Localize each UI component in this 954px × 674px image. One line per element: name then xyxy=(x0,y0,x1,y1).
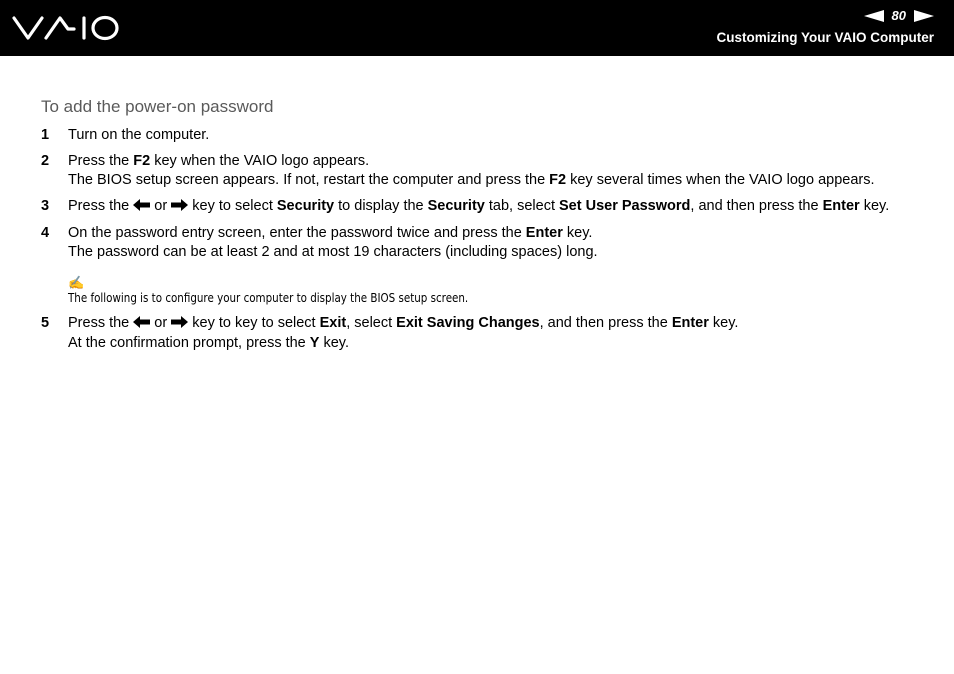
step-number: 2 xyxy=(41,153,50,169)
key-term: Enter xyxy=(822,198,860,214)
key-term: Security xyxy=(276,198,335,214)
key-term: Enter xyxy=(671,315,709,331)
step-item xyxy=(41,224,921,262)
step-body xyxy=(68,126,921,145)
step-line: Press the F2 key when the VAIO logo appears. xyxy=(68,153,370,169)
key-term: Y xyxy=(309,335,320,351)
right-arrow-key-icon xyxy=(171,198,188,217)
step-number: 5 xyxy=(41,315,50,331)
step-item xyxy=(41,152,921,190)
step-line: Press the or key to select Security to display the Security tab, select Set User Password, and then press the Enter key. xyxy=(68,197,921,217)
step-line: The BIOS setup screen appears. If not, restart the computer and press the F2 key several times when the VAIO logo appears. xyxy=(68,172,875,188)
step-line: On the password entry screen, enter the password twice and press the Enter key. xyxy=(68,225,593,241)
key-term: F2 xyxy=(133,153,151,169)
steps-list-continued xyxy=(41,314,921,353)
step-line: The password can be at least 2 and at most 19 characters (including spaces) long. xyxy=(68,244,598,260)
left-arrow-key-icon xyxy=(133,198,150,217)
step-body xyxy=(68,152,921,190)
section-title: Customizing Your VAIO Computer xyxy=(716,30,934,45)
step-number: 1 xyxy=(41,127,50,143)
key-term: Exit xyxy=(319,315,347,331)
key-term: Exit Saving Changes xyxy=(396,315,540,331)
main-content xyxy=(41,97,921,360)
step-body xyxy=(68,224,921,262)
note-text: The following is to configure your computer to display the BIOS setup screen. xyxy=(68,291,469,305)
step-body xyxy=(68,314,921,353)
triangle-left-icon[interactable] xyxy=(864,10,884,22)
pencil-note-icon: ✍ xyxy=(68,275,85,290)
right-arrow-key-icon xyxy=(171,315,188,334)
key-term: Security xyxy=(427,198,485,214)
steps-list xyxy=(41,126,921,262)
step-line: Press the or key to key to select Exit, select Exit Saving Changes, and then press the Enter key. xyxy=(68,314,921,334)
step-body xyxy=(68,197,921,217)
step-number: 4 xyxy=(41,225,50,241)
note-block xyxy=(68,276,921,306)
key-term: Set User Password xyxy=(559,198,691,214)
step-item xyxy=(41,126,921,145)
procedure-heading: To add the power-on password xyxy=(41,97,274,116)
triangle-right-icon[interactable] xyxy=(914,10,934,22)
step-item xyxy=(41,197,921,217)
step-line: Turn on the computer. xyxy=(68,127,210,143)
step-line: At the confirmation prompt, press the Y key. xyxy=(68,335,349,351)
step-item xyxy=(41,314,921,353)
key-term: Enter xyxy=(525,225,563,241)
step-number: 3 xyxy=(41,198,50,214)
vaio-logo xyxy=(12,14,120,47)
key-term: F2 xyxy=(549,172,567,188)
page-number: 80 xyxy=(891,8,906,23)
left-arrow-key-icon xyxy=(133,315,150,334)
page-header xyxy=(0,0,954,56)
page-navigation xyxy=(864,8,934,23)
